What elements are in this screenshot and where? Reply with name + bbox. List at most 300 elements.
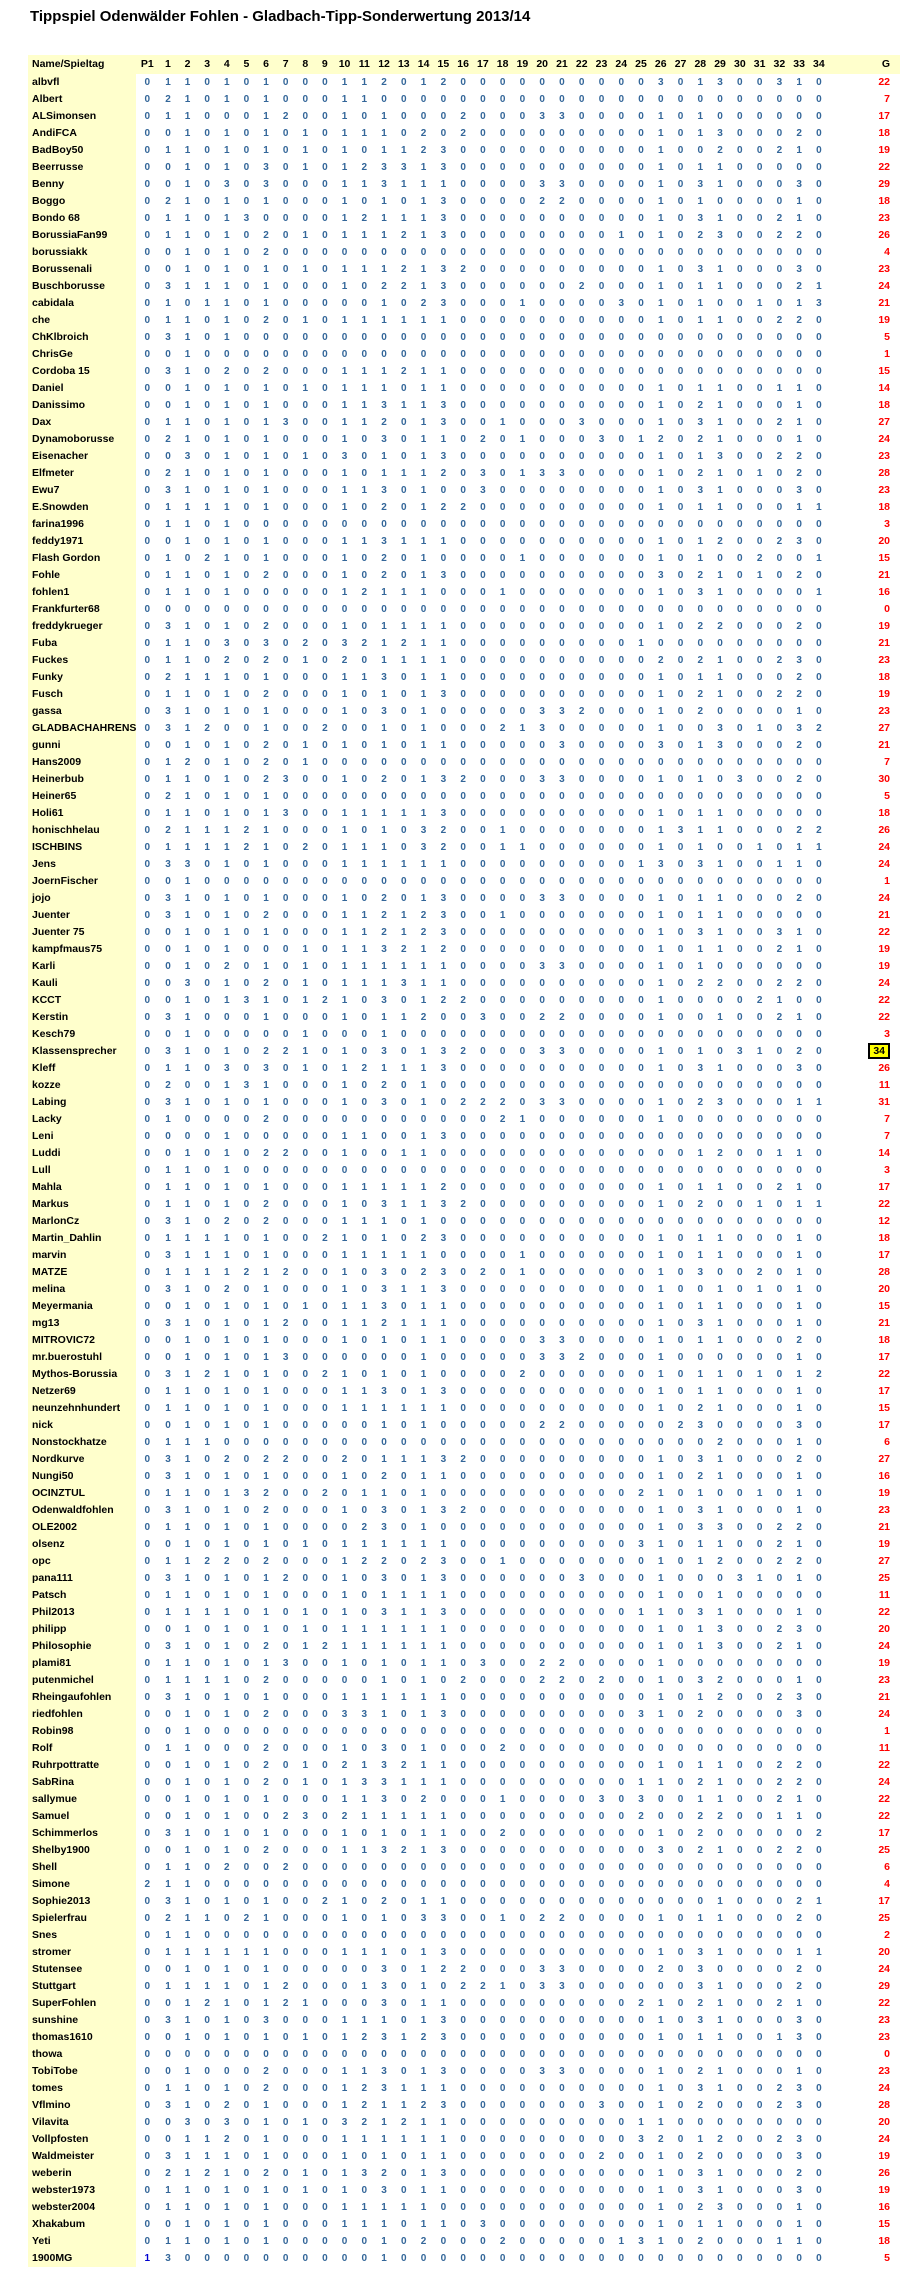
tip-cell: 1 [796,213,802,224]
tip-cell: 0 [460,281,466,292]
tip-cell: 0 [756,145,763,156]
tip-cell: 0 [638,1233,644,1244]
total-cell: 24 [878,841,890,853]
tip-cell: 0 [440,1080,447,1091]
tip-cell: 0 [737,1216,743,1227]
tip-cell: 1 [224,162,230,173]
highlighted-total: 34 [868,1043,890,1059]
tip-cell: 0 [519,196,526,207]
p1-cell: 0 [144,2015,151,2026]
tip-cell: 0 [816,2253,822,2264]
tip-cell: 1 [184,1063,191,1074]
tip-cell: 0 [440,876,447,887]
tip-cell: 0 [598,111,605,122]
p1-cell: 0 [144,1692,151,1703]
tip-cell: 1 [165,1981,171,1992]
tip-cell: 0 [480,1199,486,1210]
tip-cell: 3 [381,706,387,717]
tip-cell: 0 [657,1879,664,1890]
tip-cell: 0 [816,1403,822,1414]
tip-cell: 2 [440,825,447,836]
tip-cell: 0 [638,570,644,581]
tip-cell: 0 [737,995,743,1006]
tip-cell: 0 [460,1709,466,1720]
tip-cell: 0 [618,1556,625,1567]
tip-cell: 1 [224,417,230,428]
tip-cell: 0 [737,162,743,173]
tip-cell: 1 [184,145,191,156]
tip-cell: 0 [361,1896,368,1907]
tip-cell: 0 [776,1743,783,1754]
player-name: Rolf [28,1740,136,1757]
tip-cell: 0 [282,1709,289,1720]
tip-cell: 0 [578,1114,585,1125]
tip-cell: 1 [420,1318,427,1329]
tip-cell: 0 [282,1097,289,1108]
tip-cell: 0 [816,1879,822,1890]
tip-cell: 0 [796,757,802,768]
tip-cell: 0 [440,1250,447,1261]
tip-cell: 0 [578,1131,585,1142]
tip-cell: 0 [816,995,822,1006]
tip-cell: 0 [243,672,250,683]
tip-cell: 0 [302,689,309,700]
col-header-matchday-19: 19 [513,55,533,74]
tip-cell: 0 [539,553,545,564]
tip-cell: 0 [322,1760,328,1771]
tip-cell: 0 [559,1522,565,1533]
tip-cell: 0 [697,1080,704,1091]
tip-cell: 0 [480,808,486,819]
tip-cell: 0 [816,1012,822,1023]
tip-cell: 0 [480,1488,486,1499]
tip-cell: 0 [816,1556,822,1567]
tip-cell: 0 [341,791,348,802]
tip-cell: 0 [401,1165,407,1176]
tip-cell: 0 [638,315,644,326]
tip-cell: 0 [657,1437,664,1448]
tip-cell: 0 [361,332,368,343]
tip-cell: 0 [578,1182,585,1193]
tip-cell: 0 [756,638,763,649]
tip-cell: 0 [657,876,664,887]
tip-cell: 2 [697,1777,704,1788]
tip-cell: 0 [598,1199,605,1210]
tip-cell: 1 [341,213,348,224]
tip-cell: 2 [776,1760,783,1771]
tip-cell: 0 [638,1930,644,1941]
tip-cell: 0 [361,825,368,836]
tip-cell: 0 [638,1624,644,1635]
tip-cell: 0 [578,2134,585,2145]
tip-cell: 0 [697,2049,704,2060]
tip-cell: 2 [263,1743,269,1754]
tip-cell: 3 [440,2032,447,2043]
tip-cell: 0 [184,1080,191,1091]
tip-cell: 0 [618,2100,625,2111]
tip-cell: 0 [578,1284,585,1295]
tip-cell: 0 [816,128,822,139]
tip-cell: 1 [381,1709,387,1720]
tip-cell: 0 [282,672,289,683]
tip-cell: 2 [401,230,407,241]
tip-cell: 0 [519,1964,526,1975]
tip-cell: 0 [165,2049,171,2060]
tip-cell: 0 [322,1658,328,1669]
total-cell: 20 [878,1623,890,1635]
tip-cell: 0 [559,1114,565,1125]
player-row [28,1638,900,1655]
tip-cell: 3 [796,1709,802,1720]
tip-cell: 2 [816,1369,822,1380]
tip-cell: 1 [184,1352,191,1363]
tip-cell: 1 [657,400,664,411]
tip-cell: 3 [440,2015,447,2026]
tip-cell: 0 [282,2168,289,2179]
tip-cell: 3 [717,1097,723,1108]
player-row [28,2216,900,2233]
tip-cell: 0 [638,1284,644,1295]
tip-cell: 0 [578,2100,585,2111]
tip-cell: 0 [677,264,684,275]
tip-cell: 2 [460,1199,466,1210]
tip-cell: 0 [381,1114,387,1125]
tip-cell: 1 [204,1607,210,1618]
tip-cell: 0 [559,1845,565,1856]
tip-cell: 0 [677,2134,684,2145]
tip-cell: 1 [341,162,348,173]
tip-cell: 0 [559,1777,565,1788]
col-header-matchday-2: 2 [178,55,198,74]
tip-cell: 0 [776,1046,783,1057]
tip-cell: 0 [756,1063,763,1074]
tip-cell: 2 [401,944,407,955]
tip-cell: 0 [243,332,250,343]
player-row [28,1468,900,1485]
tip-cell: 1 [697,536,704,547]
tip-cell: 0 [717,1199,723,1210]
tip-cell: 3 [638,2134,644,2145]
tip-cell: 0 [618,1267,625,1278]
tip-cell: 0 [322,842,328,853]
tip-cell: 0 [322,1590,328,1601]
tip-cell: 2 [776,1624,783,1635]
tip-cell: 1 [381,230,387,241]
tip-cell: 0 [737,1624,743,1635]
player-name: Holi61 [28,805,136,822]
tip-cell: 0 [460,1471,466,1482]
tip-cell: 0 [677,621,684,632]
tip-cell: 0 [598,2202,605,2213]
tip-cell: 1 [717,2032,723,2043]
tip-cell: 0 [816,1148,822,1159]
tip-cell: 0 [677,1590,684,1601]
tip-cell: 0 [322,706,328,717]
tip-cell: 0 [282,927,289,938]
tip-cell: 1 [657,1658,664,1669]
total-cell: 27 [878,416,890,428]
tip-cell: 0 [816,604,822,615]
tip-cell: 0 [460,1658,466,1669]
tip-cell: 0 [578,519,585,530]
tip-cell: 0 [322,689,328,700]
tip-cell: 0 [638,1182,644,1193]
tip-cell: 3 [184,859,191,870]
player-name: Netzer69 [28,1383,136,1400]
tip-cell: 0 [657,366,664,377]
tip-cell: 0 [737,1811,743,1822]
tip-cell: 0 [282,213,289,224]
tip-cell: 1 [184,1301,191,1312]
tip-cell: 0 [539,1165,545,1176]
p1-cell: 0 [144,2134,151,2145]
p1-cell: 0 [144,1454,151,1465]
tip-cell: 0 [618,1301,625,1312]
tip-cell: 1 [341,2185,348,2196]
tip-cell: 0 [322,1131,328,1142]
tip-cell: 0 [243,893,250,904]
tip-cell: 0 [677,1216,684,1227]
p1-cell: 0 [144,1828,151,1839]
tip-cell: 3 [165,1012,171,1023]
tip-cell: 0 [737,1896,743,1907]
tip-cell: 1 [796,2202,802,2213]
tip-cell: 1 [263,2151,269,2162]
tip-cell: 0 [322,1709,328,1720]
tip-cell: 1 [717,2185,723,2196]
tip-cell: 0 [224,2253,230,2264]
tip-cell: 1 [657,2117,664,2128]
tip-cell: 1 [224,1148,230,1159]
tip-cell: 0 [618,1403,625,1414]
player-name: MarlonCz [28,1213,136,1230]
tip-cell: 0 [816,2219,822,2230]
tip-cell: 1 [420,995,427,1006]
tip-cell: 2 [263,2083,269,2094]
tip-cell: 1 [341,587,348,598]
tip-cell: 1 [204,2151,210,2162]
tip-cell: 1 [420,1454,427,1465]
tip-cell: 0 [697,1012,704,1023]
player-name: Leni [28,1128,136,1145]
tip-cell: 0 [460,94,466,105]
tip-cell: 0 [578,1998,585,2009]
player-row [28,1247,900,1264]
tip-cell: 0 [322,978,328,989]
tip-cell: 0 [756,1522,763,1533]
tip-cell: 0 [282,655,289,666]
tip-cell: 0 [401,349,407,360]
tip-cell: 3 [796,655,802,666]
player-row [28,686,900,703]
tip-cell: 0 [460,825,466,836]
tip-cell: 1 [796,417,802,428]
tip-cell: 0 [816,1641,822,1652]
tip-cell: 0 [480,536,486,547]
tip-cell: 0 [756,94,763,105]
total-cell: 18 [878,127,890,139]
tip-cell: 0 [796,1828,802,1839]
tip-cell: 2 [243,1913,250,1924]
tip-cell: 1 [420,774,427,785]
tip-cell: 0 [539,383,545,394]
tip-cell: 0 [638,1760,644,1771]
tip-cell: 0 [578,2236,585,2247]
tip-cell: 1 [717,1998,723,2009]
tip-cell: 0 [638,791,644,802]
tip-cell: 1 [697,553,704,564]
tip-cell: 0 [598,1981,605,1992]
tip-cell: 0 [361,1097,368,1108]
tip-cell: 0 [480,2236,486,2247]
tip-cell: 0 [480,1590,486,1601]
tip-cell: 1 [224,1301,230,1312]
tip-cell: 1 [224,2168,230,2179]
tip-cell: 0 [756,1913,763,1924]
tip-cell: 1 [440,1318,447,1329]
tip-cell: 1 [381,2100,387,2111]
tip-cell: 0 [243,1403,250,1414]
tip-cell: 0 [302,1097,309,1108]
tip-cell: 0 [638,196,644,207]
tip-cell: 0 [480,1471,486,1482]
tip-cell: 0 [578,808,585,819]
tip-cell: 0 [578,2117,585,2128]
tip-cell: 2 [796,1760,802,1771]
tip-cell: 1 [420,1811,427,1822]
tip-cell: 0 [165,349,171,360]
tip-cell: 0 [204,1777,210,1788]
tip-cell: 1 [420,553,427,564]
tip-cell: 2 [460,111,466,122]
tip-cell: 1 [381,1947,387,1958]
total-cell: 15 [878,1402,890,1414]
tip-cell: 0 [499,1675,506,1686]
tip-cell: 0 [598,1624,605,1635]
tip-cell: 0 [598,1148,605,1159]
tip-cell: 0 [598,332,605,343]
player-row [28,210,900,227]
tip-cell: 0 [559,298,565,309]
total-cell: 6 [884,1436,890,1448]
tip-cell: 0 [361,519,368,530]
tip-cell: 3 [165,859,171,870]
tip-cell: 0 [697,145,704,156]
tip-cell: 1 [184,1046,191,1057]
tip-cell: 0 [717,604,723,615]
tip-cell: 2 [776,2083,783,2094]
tip-cell: 1 [341,128,348,139]
tip-cell: 0 [598,2219,605,2230]
total-cell: 3 [884,518,890,530]
tip-cell: 0 [480,264,486,275]
tip-cell: 0 [519,587,526,598]
tip-cell: 0 [578,2219,585,2230]
tip-cell: 0 [677,2185,684,2196]
tip-cell: 0 [322,281,328,292]
tip-cell: 0 [776,621,783,632]
tip-cell: 0 [302,1573,309,1584]
tip-cell: 1 [263,1420,269,1431]
tip-cell: 0 [519,1454,526,1465]
tip-cell: 0 [401,1709,407,1720]
tip-cell: 1 [657,774,664,785]
tip-cell: 0 [816,1471,822,1482]
p1-cell: 0 [144,77,151,88]
tip-cell: 1 [341,77,348,88]
tip-cell: 0 [559,1488,565,1499]
tip-cell: 3 [165,1573,171,1584]
tip-cell: 0 [598,1556,605,1567]
total-cell: 0 [884,2048,890,2060]
p1-cell: 0 [144,1862,151,1873]
p1-cell: 0 [144,434,151,445]
tip-cell: 0 [638,400,644,411]
tip-cell: 0 [559,842,565,853]
tip-cell: 3 [165,1216,171,1227]
tip-cell: 2 [539,1913,545,1924]
tip-cell: 0 [539,604,545,615]
tip-cell: 0 [756,179,763,190]
tip-cell: 0 [796,1658,802,1669]
total-cell: 26 [878,229,890,241]
tip-cell: 1 [224,1318,230,1329]
tip-cell: 0 [420,1165,427,1176]
tip-cell: 0 [598,1318,605,1329]
tip-cell: 0 [282,230,289,241]
tip-cell: 0 [776,1862,783,1873]
tip-cell: 2 [401,638,407,649]
tip-cell: 0 [243,468,250,479]
tip-cell: 0 [401,1488,407,1499]
p1-cell: 0 [144,281,151,292]
player-name: Spielerfrau [28,1910,136,1927]
tip-cell: 0 [499,1573,506,1584]
tip-cell: 1 [796,77,802,88]
player-row [28,278,900,295]
tip-cell: 0 [243,1777,250,1788]
total-cell: 19 [878,2150,890,2162]
tip-cell: 3 [539,893,545,904]
tip-cell: 0 [499,2253,506,2264]
tip-cell: 1 [341,417,348,428]
tip-cell: 0 [282,2100,289,2111]
tip-cell: 0 [401,77,407,88]
tip-cell: 1 [796,842,802,853]
tip-cell: 0 [559,1947,565,1958]
tip-cell: 1 [381,383,387,394]
tip-cell: 0 [204,247,210,258]
tip-cell: 0 [657,1080,664,1091]
tip-cell: 1 [697,1794,704,1805]
tip-cell: 1 [224,383,230,394]
tip-cell: 0 [598,893,605,904]
tip-cell: 0 [341,1879,348,1890]
tip-cell: 1 [165,1165,171,1176]
tip-cell: 0 [440,1726,447,1737]
tip-cell: 0 [243,1590,250,1601]
tip-cell: 1 [224,1607,230,1618]
tip-cell: 1 [263,196,269,207]
total-cell: 15 [878,552,890,564]
tip-cell: 0 [341,876,348,887]
tip-cell: 0 [756,502,763,513]
tip-cell: 2 [361,2083,368,2094]
tip-cell: 1 [361,927,368,938]
tip-cell: 0 [618,1437,625,1448]
tip-cell: 0 [322,1845,328,1856]
tip-cell: 0 [677,1488,684,1499]
